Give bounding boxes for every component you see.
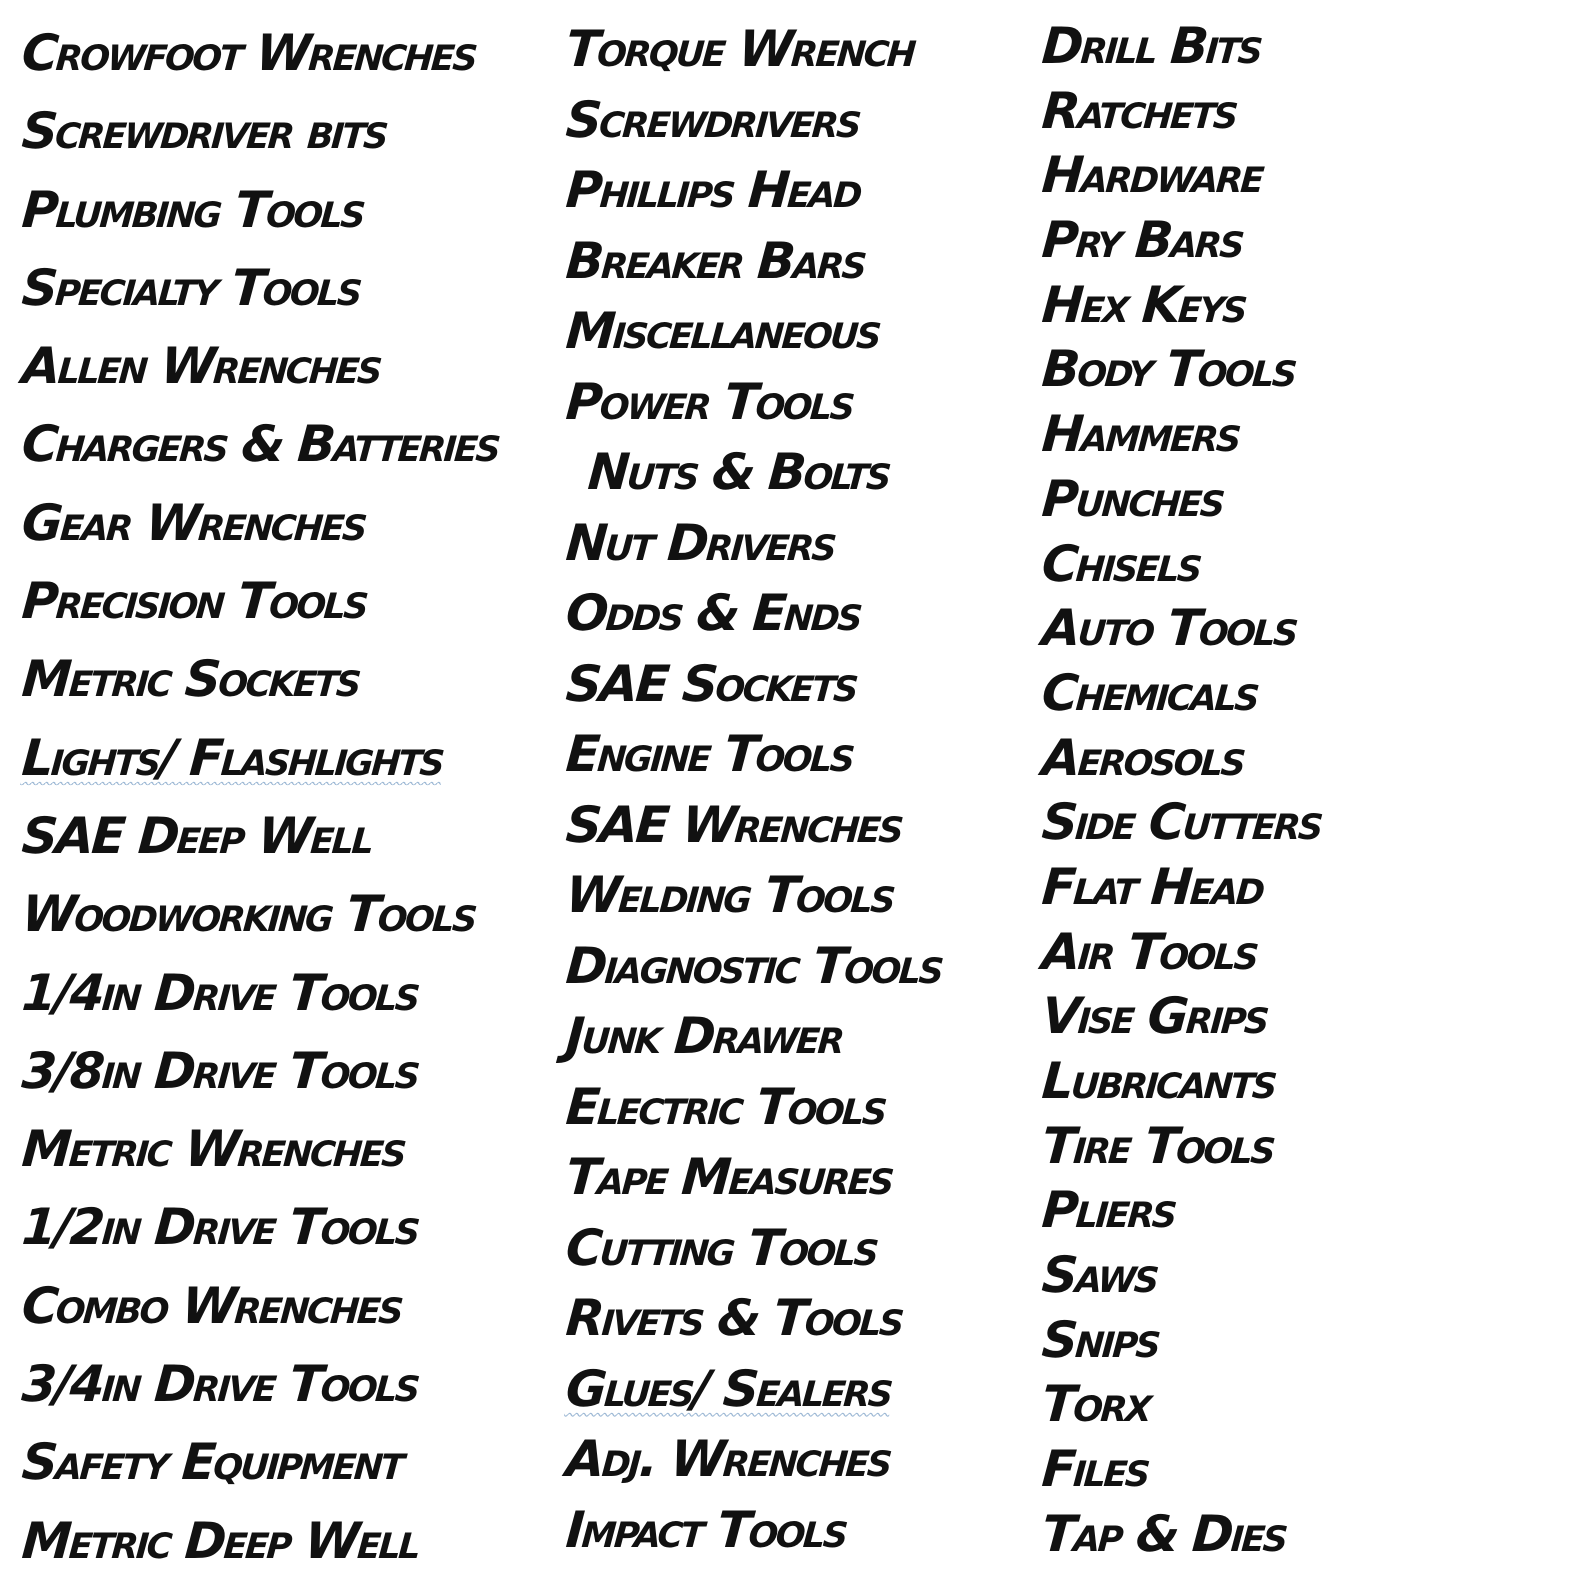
label-screwdriver-bits: Screwdriver bits <box>19 102 389 161</box>
label-gear-wrenches: Gear Wrenches <box>19 493 368 552</box>
label-precision-tools: Precision Tools <box>19 572 369 631</box>
label-half-inch-drive-tools: 1/2in Drive Tools <box>19 1198 421 1257</box>
label-torque-wrench: Torque Wrench <box>563 20 917 79</box>
label-safety-equipment: Safety Equipment <box>19 1433 405 1492</box>
label-miscellaneous: Miscellaneous <box>563 302 882 361</box>
label-air-tools: Air Tools <box>1039 922 1259 981</box>
label-specialty-tools: Specialty Tools <box>19 259 363 318</box>
label-files: Files <box>1039 1440 1151 1499</box>
label-metric-deep-well: Metric Deep Well <box>19 1511 421 1570</box>
label-impact-tools: Impact Tools <box>563 1500 849 1559</box>
label-breaker-bars: Breaker Bars <box>563 231 867 290</box>
label-chemicals: Chemicals <box>1039 664 1260 723</box>
label-woodworking-tools: Woodworking Tools <box>19 885 478 944</box>
label-tape-measures: Tape Measures <box>563 1148 895 1207</box>
label-torx: Torx <box>1039 1375 1152 1434</box>
label-welding-tools: Welding Tools <box>563 866 896 925</box>
label-hex-keys: Hex Keys <box>1039 276 1248 335</box>
label-lubricants: Lubricants <box>1039 1052 1278 1111</box>
label-sae-wrenches: SAE Wrenches <box>563 795 904 854</box>
label-saws: Saws <box>1039 1246 1160 1305</box>
label-chisels: Chisels <box>1039 534 1203 593</box>
label-column-2 <box>563 14 944 1565</box>
label-pliers: Pliers <box>1039 1181 1178 1240</box>
label-column-1 <box>19 14 501 1580</box>
label-snips: Snips <box>1039 1311 1161 1370</box>
label-glues-sealers: Glues/ Sealers <box>563 1359 894 1418</box>
label-column-3 <box>1039 14 1324 1567</box>
label-nuts-bolts: Nuts & Bolts <box>585 443 892 502</box>
label-tire-tools: Tire Tools <box>1039 1117 1276 1176</box>
label-auto-tools: Auto Tools <box>1039 599 1299 658</box>
label-plumbing-tools: Plumbing Tools <box>19 180 366 239</box>
label-junk-drawer: Junk Drawer <box>563 1007 845 1066</box>
label-hardware: Hardware <box>1039 146 1265 205</box>
label-three-quarter-inch-drive-tools: 3/4in Drive Tools <box>19 1355 421 1414</box>
label-screwdrivers: Screwdrivers <box>563 90 862 149</box>
label-side-cutters: Side Cutters <box>1039 793 1324 852</box>
label-power-tools: Power Tools <box>563 372 855 431</box>
label-body-tools: Body Tools <box>1039 340 1298 399</box>
label-sae-deep-well: SAE Deep Well <box>19 807 374 866</box>
label-engine-tools: Engine Tools <box>563 725 855 784</box>
label-hammers: Hammers <box>1039 405 1242 464</box>
label-diagnostic-tools: Diagnostic Tools <box>563 936 944 995</box>
label-punches: Punches <box>1039 470 1225 529</box>
label-pry-bars: Pry Bars <box>1039 211 1245 270</box>
label-allen-wrenches: Allen Wrenches <box>19 337 383 396</box>
label-drill-bits: Drill Bits <box>1039 17 1263 76</box>
label-adj-wrenches: Adj. Wrenches <box>563 1430 893 1489</box>
label-odds-ends: Odds & Ends <box>563 584 863 643</box>
label-lights-flashlights: Lights/ Flashlights <box>19 728 445 787</box>
label-nut-drivers: Nut Drivers <box>563 513 837 572</box>
label-electric-tools: Electric Tools <box>563 1077 888 1136</box>
label-chargers-batteries: Chargers & Batteries <box>19 415 501 474</box>
label-aerosols: Aerosols <box>1039 728 1246 787</box>
label-phillips-head: Phillips Head <box>563 161 863 220</box>
label-metric-wrenches: Metric Wrenches <box>19 1120 407 1179</box>
label-quarter-inch-drive-tools: 1/4in Drive Tools <box>19 963 421 1022</box>
label-combo-wrenches: Combo Wrenches <box>19 1276 404 1335</box>
label-three-eighths-inch-drive-tools: 3/8in Drive Tools <box>19 1042 421 1100</box>
label-metric-sockets: Metric Sockets <box>19 650 362 709</box>
label-vise-grips: Vise Grips <box>1039 987 1270 1046</box>
label-cutting-tools: Cutting Tools <box>563 1218 879 1277</box>
label-flat-head: Flat Head <box>1039 858 1265 917</box>
label-ratchets: Ratchets <box>1039 82 1239 141</box>
label-sae-sockets: SAE Sockets <box>563 654 859 713</box>
label-tap-dies: Tap & Dies <box>1039 1505 1288 1564</box>
label-crowfoot-wrenches: Crowfoot Wrenches <box>19 24 478 83</box>
label-rivets-tools: Rivets & Tools <box>563 1289 905 1348</box>
